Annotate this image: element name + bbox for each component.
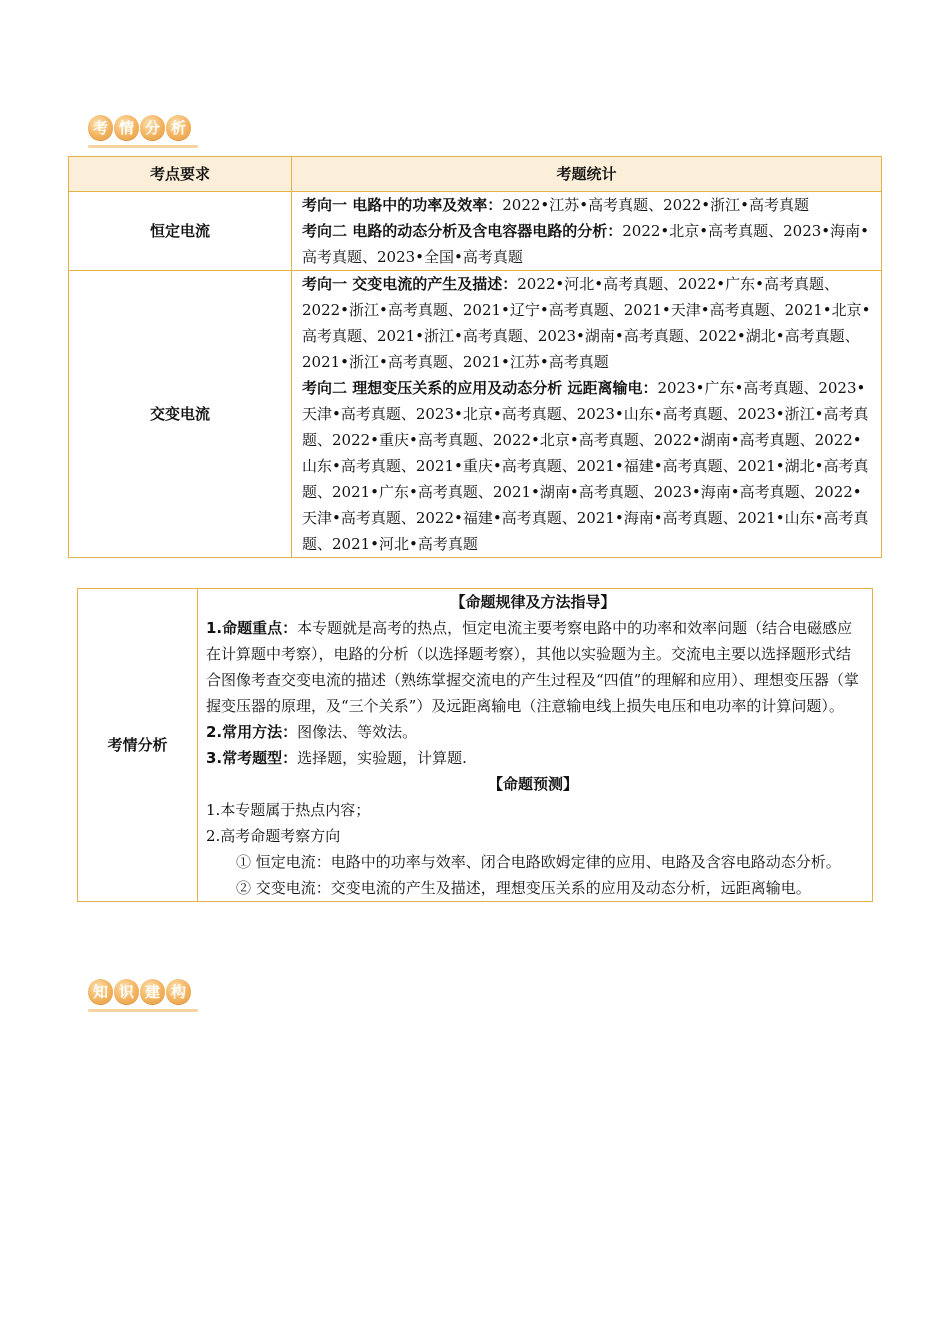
direction-item: [302, 218, 873, 270]
statistics-cell: [292, 271, 882, 558]
exam-statistics-table: [68, 156, 882, 558]
analysis-label-cell: 考情分析: [78, 589, 198, 902]
table-row: [78, 589, 873, 902]
badge-char: 分: [140, 115, 165, 140]
prediction-item: ② 交变电流：交变电流的产生及描述，理想变压关系的应用及动态分析，远距离输电。: [236, 879, 811, 897]
analysis-content-cell: [198, 589, 873, 902]
badge-char: 构: [166, 979, 191, 1004]
badge-char: 建: [140, 979, 165, 1004]
table-header-row: [69, 157, 882, 192]
topic-cell: 交变电流: [69, 271, 292, 558]
badge-char: 情: [114, 115, 139, 140]
paragraph-text: 本专题就是高考的热点，恒定电流主要考察电路中的功率和效率问题（结合电磁感应在计算题中考察），电路的分析（以选择题考察），其他以实验题为主。交流电主要以选择题形式结合图像考查交变电流的描述（熟练掌握交流电的产生过程及“四值”的理解和应用）、理想变压器（掌握变压器的原理，及“三个关系”）及远距离输电（注意输电线上损失电压和电功率的计算问题）。: [206, 619, 859, 715]
prediction-line: 2.高考命题考察方向: [206, 827, 341, 845]
direction-item: [302, 192, 873, 218]
direction-item: [302, 375, 873, 557]
paragraph-label: 3.常考题型：: [206, 749, 298, 767]
section-title-prediction: 【命题预测】: [487, 775, 578, 793]
direction-label: 考向一 交变电流的产生及描述：: [302, 275, 518, 293]
direction-text: 2022•江苏•高考真题、2022•浙江•高考真题: [502, 196, 809, 214]
paragraph-methods: [206, 719, 860, 745]
direction-item: [302, 271, 873, 375]
direction-label: 考向二 理想变压关系的应用及动态分析 远距离输电：: [302, 379, 658, 397]
direction-text: 2022•河北•高考真题、2022•广东•高考真题、2022•浙江•高考真题、2021•辽宁•高考真题、2021•天津•高考真题、2021•北京•高考真题、2021•浙江•高考真题、2023•湖南•高考真题、2022•湖北•高考真题、2021•浙江•高考真题、2021•江苏•高考真题: [302, 275, 871, 371]
paragraph-label: 2.常用方法：: [206, 723, 298, 741]
direction-text: 2023•广东•高考真题、2023•天津•高考真题、2023•北京•高考真题、2023•山东•高考真题、2023•浙江•高考真题、2022•重庆•高考真题、2022•北京•高考真题、2022•湖南•高考真题、2022•山东•高考真题、2021•重庆•高考真题、2021•福建•高考真题、2021•湖北•高考真题、2021•广东•高考真题、2021•湖南•高考真题、2023•海南•高考真题、2022•天津•高考真题、2022•福建•高考真题、2021•海南•高考真题、2021•山东•高考真题、2021•河北•高考真题: [302, 379, 869, 553]
paragraph-text: 选择题，实验题，计算题.: [297, 749, 467, 767]
badge-char: 析: [166, 115, 191, 140]
direction-text: 2022•北京•高考真题、2023•海南•高考真题、2023•全国•高考真题: [302, 222, 869, 266]
prediction-line: 1.本专题属于热点内容；: [206, 801, 371, 819]
prediction-item: ① 恒定电流：电路中的功率与效率、闭合电路欧姆定律的应用、电路及含容电路动态分析。: [236, 853, 841, 871]
badge-underline: [88, 145, 198, 148]
column-header-requirement: 考点要求: [69, 157, 292, 192]
badge-char: 考: [88, 115, 113, 140]
direction-label: 考向二 电路的动态分析及含电容器电路的分析：: [302, 222, 623, 240]
paragraph-label: 1.命题重点：: [206, 619, 298, 637]
column-header-statistics: 考题统计: [292, 157, 882, 192]
table-row: [69, 271, 882, 558]
paragraph-text: 图像法、等效法。: [297, 723, 418, 741]
statistics-cell: [292, 192, 882, 271]
section-badge-knowledge-structure: [88, 979, 191, 1004]
direction-label: 考向一 电路中的功率及效率：: [302, 196, 503, 214]
badge-underline: [88, 1009, 198, 1012]
analysis-table: [77, 588, 873, 902]
section-badge-exam-analysis: [88, 115, 191, 140]
section-title-guidance: 【命题规律及方法指导】: [450, 593, 616, 611]
paragraph-focus: [206, 615, 860, 719]
badge-char: 识: [114, 979, 139, 1004]
table-row: [69, 192, 882, 271]
badge-char: 知: [88, 979, 113, 1004]
topic-cell: 恒定电流: [69, 192, 292, 271]
paragraph-question-types: [206, 745, 860, 771]
